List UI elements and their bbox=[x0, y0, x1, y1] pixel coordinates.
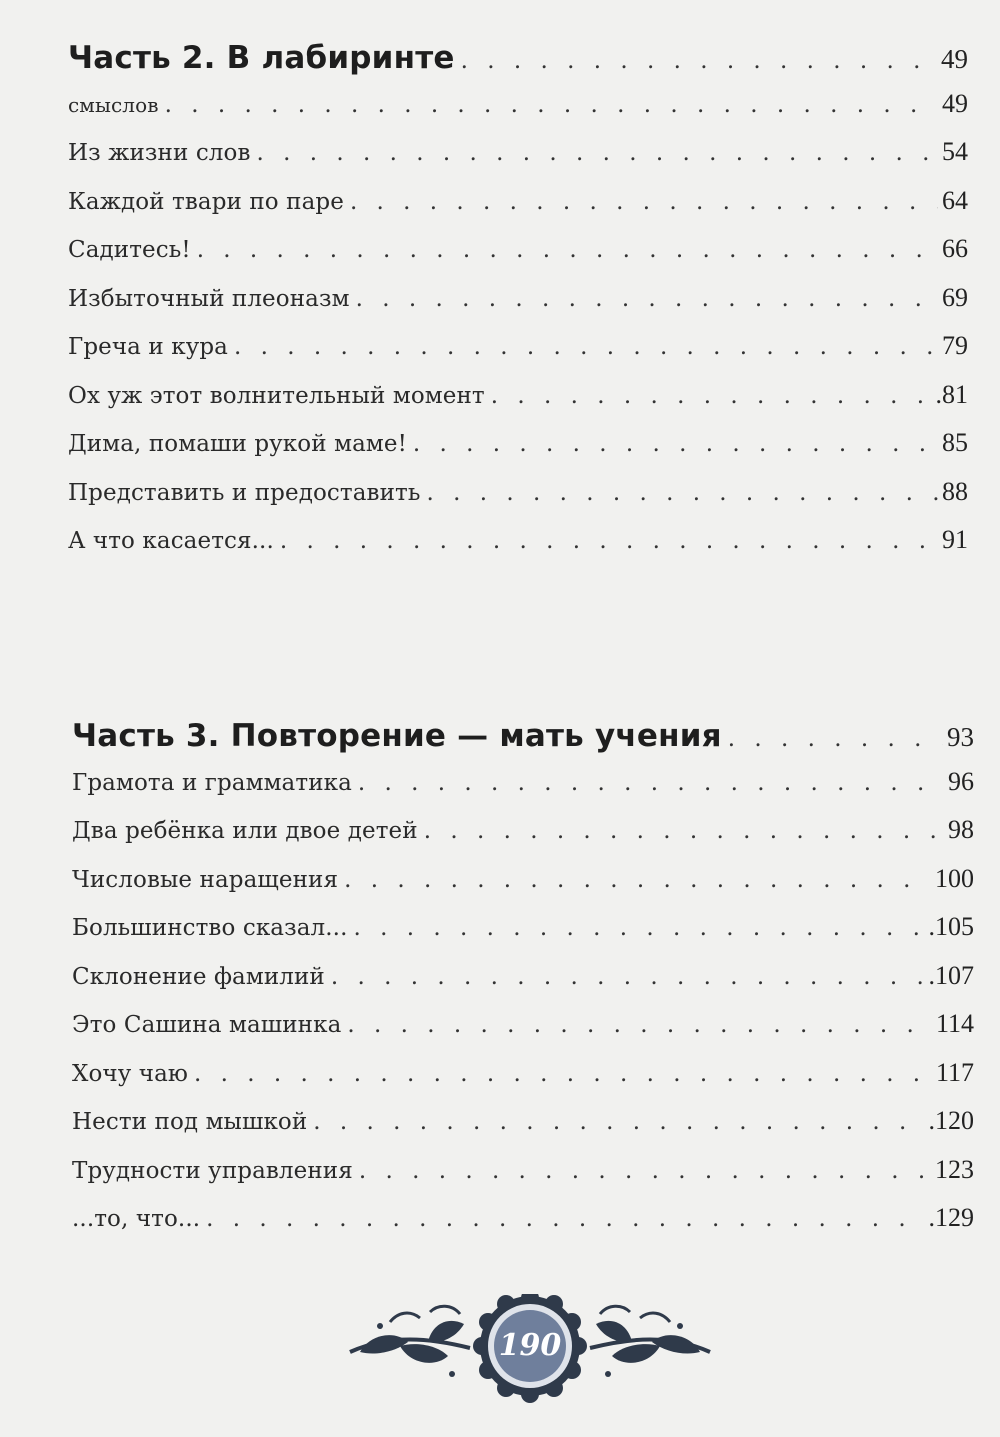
page-number: 66 bbox=[942, 234, 968, 263]
dot-leader bbox=[331, 964, 925, 990]
dot-leader bbox=[413, 431, 938, 457]
entry-title: Нести под мышкой bbox=[72, 1109, 308, 1135]
toc-entry bbox=[68, 331, 968, 380]
entry-title: Числовые наращения bbox=[72, 866, 339, 893]
page-number: 79 bbox=[942, 331, 968, 360]
entry-title: Греча и кура bbox=[68, 334, 228, 360]
page-number: 85 bbox=[942, 428, 968, 457]
entry-title: Дима, помаши рукой маме! bbox=[68, 431, 407, 457]
toc-part-heading bbox=[68, 40, 968, 89]
dot-leader bbox=[197, 237, 938, 263]
entry-title: Представить и предоставить bbox=[68, 479, 421, 506]
toc-entry bbox=[68, 428, 968, 477]
dot-leader bbox=[358, 770, 944, 796]
toc-entry bbox=[68, 283, 968, 332]
dot-leader bbox=[491, 383, 932, 409]
page-number: 69 bbox=[942, 282, 968, 312]
dot-leader bbox=[424, 818, 944, 844]
toc-entry bbox=[72, 1058, 974, 1107]
dot-leader bbox=[257, 140, 938, 166]
toc-entry bbox=[68, 137, 968, 186]
page-number: 49 bbox=[942, 88, 968, 118]
toc-entry bbox=[68, 186, 968, 235]
toc-entry bbox=[72, 1106, 974, 1155]
page-number: 96 bbox=[948, 766, 974, 796]
dot-leader bbox=[461, 48, 937, 74]
page-number: 98 bbox=[948, 815, 974, 844]
entry-title: А что касается... bbox=[68, 528, 274, 554]
toc-entry bbox=[68, 89, 968, 138]
page-number: 93 bbox=[947, 722, 974, 752]
dot-leader bbox=[234, 334, 938, 360]
entry-title: Большинство сказал... bbox=[72, 915, 348, 941]
toc-entry bbox=[68, 380, 968, 429]
toc-section-part-2 bbox=[68, 40, 968, 574]
entry-title: Это Сашина машинка bbox=[72, 1012, 342, 1038]
entry-title: Избыточный плеоназм bbox=[68, 285, 350, 312]
toc-entry bbox=[72, 961, 974, 1010]
part-title: Часть 2. В лабиринте bbox=[68, 40, 455, 76]
dot-leader bbox=[347, 1012, 932, 1038]
page-number: 88 bbox=[942, 476, 968, 506]
entry-title: Ох уж этот волнительный момент bbox=[68, 382, 485, 409]
toc-section-part-3 bbox=[72, 718, 974, 1252]
dot-leader bbox=[350, 189, 938, 215]
dot-leader bbox=[165, 92, 938, 118]
entry-title: Каждой твари по паре bbox=[68, 188, 344, 215]
dot-leader bbox=[280, 528, 938, 554]
entry-title: Трудности управления bbox=[72, 1157, 353, 1184]
page-number: .129 bbox=[928, 1203, 974, 1232]
page-number: 49 bbox=[941, 44, 968, 74]
toc-part-heading bbox=[72, 718, 974, 767]
toc-entry bbox=[72, 1155, 974, 1204]
dot-leader bbox=[206, 1206, 924, 1232]
page-number: .105 bbox=[928, 912, 974, 941]
entry-title: Склонение фамилий bbox=[72, 963, 325, 990]
page-number: 64 bbox=[942, 185, 968, 215]
page-number: .107 bbox=[928, 960, 974, 990]
dot-leader bbox=[359, 1158, 931, 1184]
dot-leader bbox=[426, 480, 938, 506]
entry-title: Два ребёнка или двое детей bbox=[72, 818, 418, 844]
entry-title: Грамота и грамматика bbox=[72, 769, 352, 796]
folio-number: 190 bbox=[498, 1328, 562, 1363]
dot-leader bbox=[728, 726, 943, 752]
part-title: Часть 3. Повторение — мать учения bbox=[72, 718, 722, 754]
entry-title: Садитесь! bbox=[68, 237, 191, 263]
dot-leader bbox=[354, 915, 925, 941]
toc-entry bbox=[68, 234, 968, 283]
dot-leader bbox=[344, 867, 931, 893]
page-number: 114 bbox=[935, 1009, 974, 1038]
page-footer bbox=[340, 1294, 720, 1404]
toc-entry bbox=[72, 864, 974, 913]
entry-title: смыслов bbox=[68, 92, 159, 117]
toc-entry bbox=[68, 525, 968, 574]
entry-title: Из жизни слов bbox=[68, 140, 251, 166]
page-number: .120 bbox=[928, 1106, 974, 1135]
dot-leader bbox=[356, 286, 938, 312]
toc-entry bbox=[72, 767, 974, 816]
toc-entry bbox=[72, 1203, 974, 1252]
page-number: 123 bbox=[935, 1154, 974, 1184]
toc-entry bbox=[72, 815, 974, 864]
entry-title: ...то, что... bbox=[72, 1206, 201, 1232]
entry-title: Хочу чаю bbox=[72, 1060, 189, 1087]
dot-leader bbox=[313, 1109, 924, 1135]
page-number: 54 bbox=[942, 137, 968, 166]
page-number: 117 bbox=[935, 1057, 974, 1087]
page-number: .81 bbox=[935, 379, 968, 409]
page-number: 100 bbox=[935, 863, 974, 893]
toc-entry bbox=[68, 477, 968, 526]
dot-leader bbox=[194, 1061, 932, 1087]
toc-entry bbox=[72, 1009, 974, 1058]
page-number-medallion bbox=[485, 1316, 575, 1376]
page-number: 91 bbox=[942, 525, 968, 554]
toc-entry bbox=[72, 912, 974, 961]
